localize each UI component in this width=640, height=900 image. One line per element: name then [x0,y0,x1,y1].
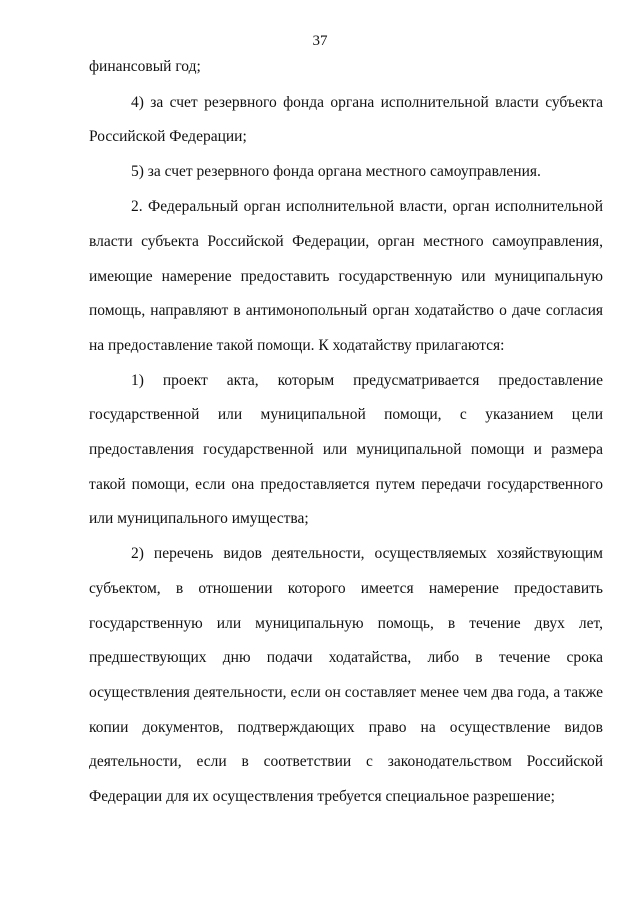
text-line: деятельности, если в соответствии с законодательством Российской [89,753,603,770]
text-line: предоставления государственной или муниципальной помощи и размера [89,441,603,458]
text-line: 5) за счет резервного фонда органа местного самоуправления. [131,163,541,180]
text-line: на предоставление такой помощи. К ходатайству прилагаются: [89,337,505,354]
text-line: копии документов, подтверждающих право на осуществление видов [89,719,603,736]
text-line: государственную или муниципальную помощь, в течение двух лет, [89,615,603,632]
text-line: власти субъекта Российской Федерации, орган местного самоуправления, [89,233,603,250]
text-line: 2. Федеральный орган исполнительной власти, орган исполнительной [131,198,603,215]
text-line: 2) перечень видов деятельности, осуществляемых хозяйствующим [131,545,603,562]
text-line: Российской Федерации; [89,128,247,145]
text-line: финансовый год; [89,58,201,75]
text-line: предшествующих дню подачи ходатайства, либо в течение срока [89,649,603,666]
text-line: такой помощи, если она предоставляется путем передачи государственного [89,476,603,493]
text-line: осуществления деятельности, если он составляет менее чем два года, а также [89,684,603,701]
text-line: помощь, направляют в антимонопольный орган ходатайство о даче согласия [89,302,603,319]
page-number: 37 [312,33,328,49]
text-line: государственной или муниципальной помощи, с указанием цели [89,406,603,423]
text-line: 4) за счет резервного фонда органа исполнительной власти субъекта [131,94,603,111]
text-line: субъектом, в отношении которого имеется намерение предоставить [89,580,603,597]
text-line: или муниципального имущества; [89,510,309,527]
text-line: 1) проект акта, которым предусматривается предоставление [131,372,603,389]
text-line: имеющие намерение предоставить государственную или муниципальную [89,268,603,285]
text-line: Федерации для их осуществления требуется специальное разрешение; [89,788,555,805]
